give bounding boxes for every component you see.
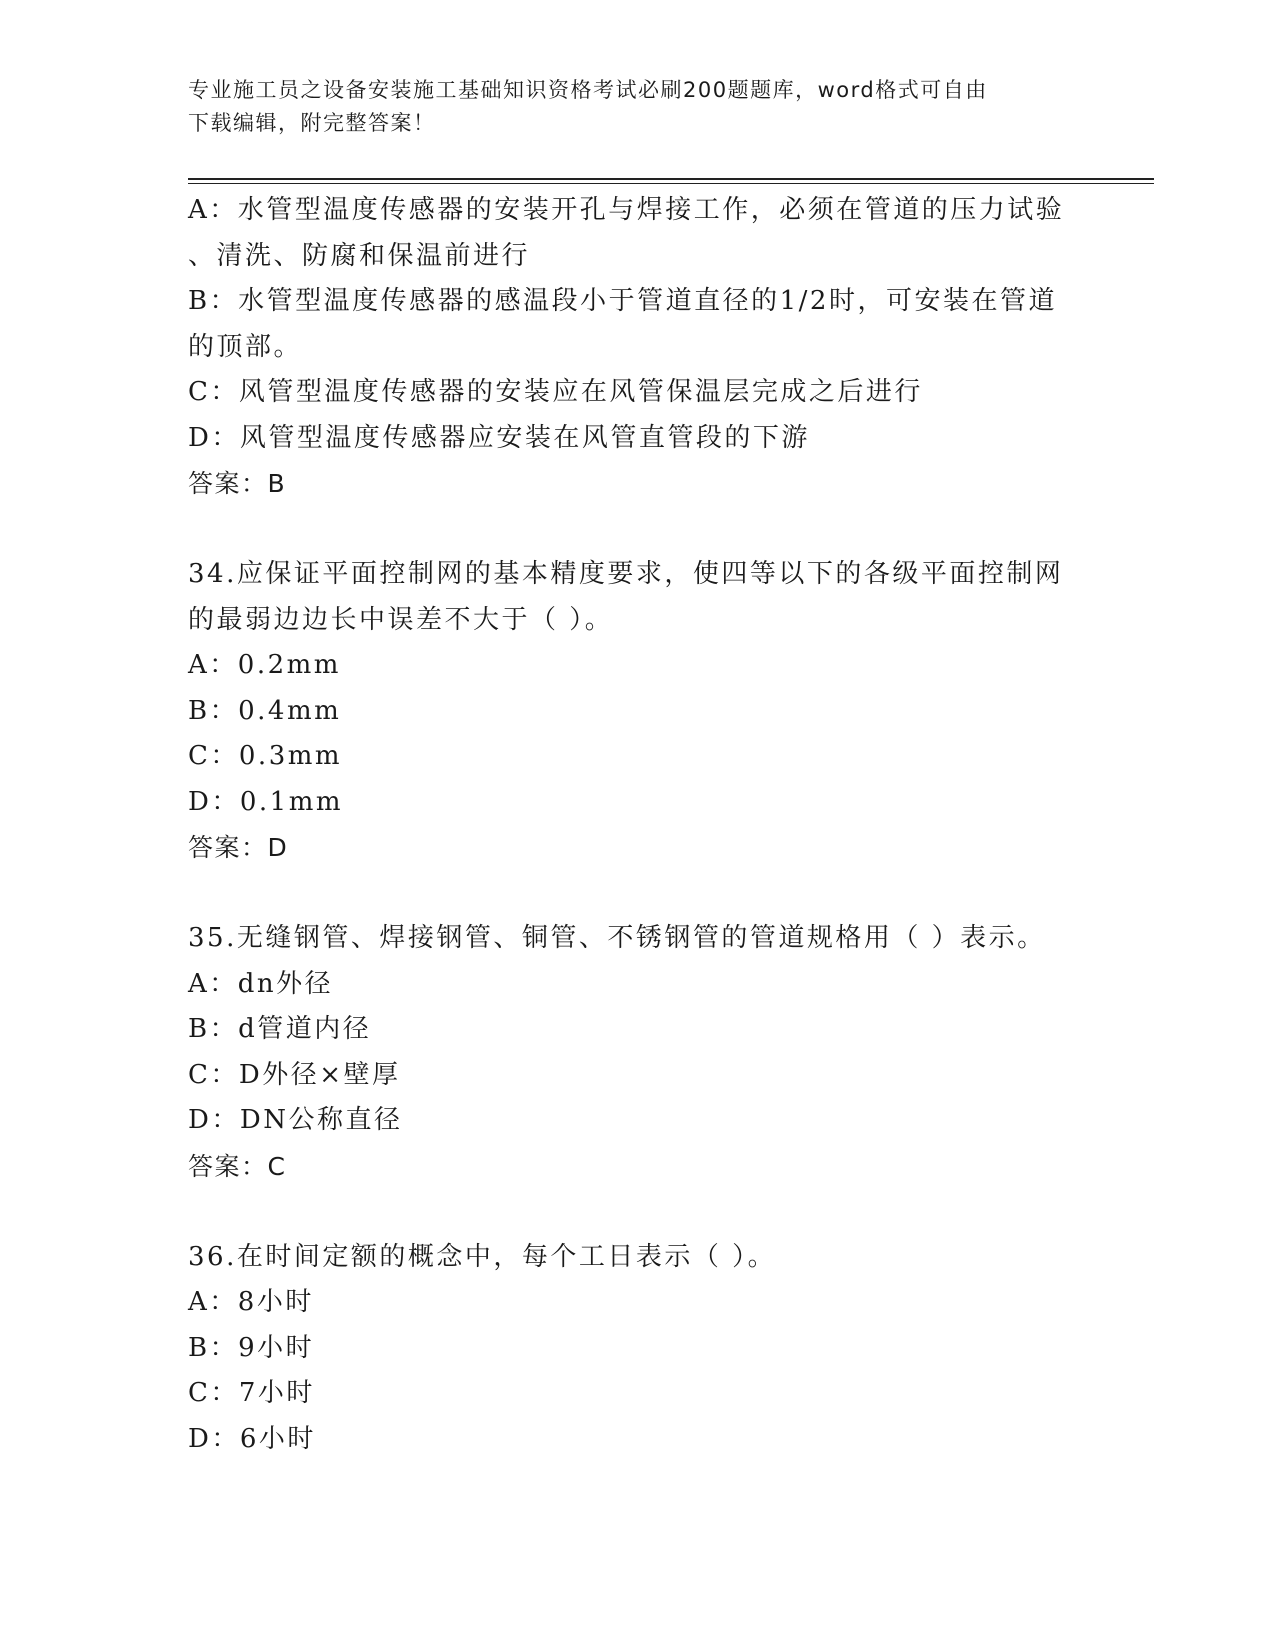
question-stem-line-1: 34.应保证平面控制网的基本精度要求，使四等以下的各级平面控制网 — [188, 559, 1064, 589]
option-a: A：0.2mm — [188, 650, 341, 680]
answer-line: 答案：C — [188, 1151, 287, 1181]
question-stem: 36.在时间定额的概念中，每个工日表示（ ）。 — [188, 1241, 777, 1272]
question-34 — [188, 552, 1078, 871]
option-d: D：6小时 — [188, 1423, 316, 1454]
question-stem: 35.无缝钢管、焊接钢管、铜管、不锈钢管的管道规格用（ ）表示。 — [188, 923, 1046, 953]
question-spacer — [188, 871, 1078, 917]
header-line-1: 专业施工员之设备安装施工基础知识资格考试必刷200题题库，word格式可自由 — [188, 78, 988, 102]
question-stem-line-2: 的最弱边边长中误差不大于（ ）。 — [188, 604, 614, 635]
answer-line: 答案：D — [188, 833, 289, 862]
question-list — [188, 188, 1078, 1462]
option-d: D：DN公称直径 — [188, 1105, 403, 1135]
option-a: A：8小时 — [188, 1287, 314, 1317]
option-c: C：0.3mm — [188, 741, 343, 771]
option-c: C：7小时 — [188, 1378, 315, 1408]
option-a-line-1: A：水管型温度传感器的安装开孔与焊接工作，必须在管道的压力试验 — [188, 195, 1065, 225]
option-b-line-1: B：水管型温度传感器的感温段小于管道直径的1/2时，可安装在管道 — [188, 286, 1057, 316]
question-36 — [188, 1235, 1078, 1463]
header-line-2: 下载编辑，附完整答案！ — [188, 111, 436, 135]
header-divider-thin — [188, 183, 1154, 184]
option-b: B：d管道内径 — [188, 1014, 372, 1044]
option-d: D：风管型温度传感器应安装在风管直管段的下游 — [188, 422, 810, 453]
option-b: B：0.4mm — [188, 695, 342, 726]
option-a: A：dn外径 — [188, 968, 334, 999]
option-d: D：0.1mm — [188, 786, 344, 817]
answer-line: 答案：B — [188, 469, 287, 498]
document-header — [188, 74, 1068, 140]
question-35 — [188, 916, 1078, 1189]
option-b-line-2: 的顶部。 — [188, 331, 303, 362]
question-33 — [188, 188, 1078, 507]
option-c: C：风管型温度传感器的安装应在风管保温层完成之后进行 — [188, 377, 923, 407]
option-a-line-2: 、清洗、防腐和保温前进行 — [188, 240, 531, 271]
header-divider-thick — [188, 178, 1154, 180]
question-spacer — [188, 1189, 1078, 1235]
option-c: C：D外径×壁厚 — [188, 1059, 401, 1090]
option-b: B：9小时 — [188, 1332, 315, 1363]
question-spacer — [188, 507, 1078, 553]
